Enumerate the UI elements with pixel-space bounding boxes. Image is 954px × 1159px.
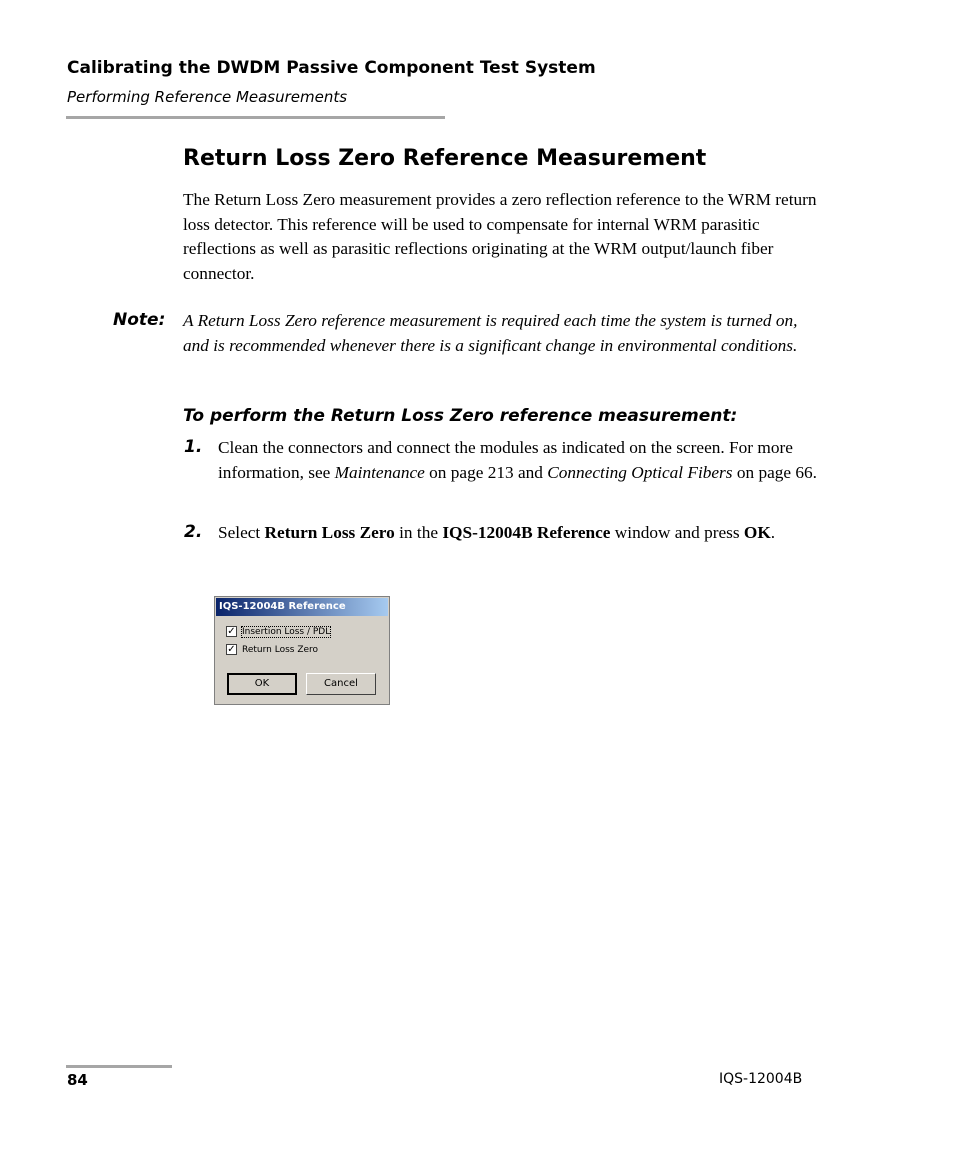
step-1-text-part: on page 213 and bbox=[424, 462, 548, 482]
cancel-button[interactable]: Cancel bbox=[306, 673, 376, 695]
insertion-loss-label: Insertion Loss / PDL bbox=[242, 626, 331, 637]
intro-paragraph: The Return Loss Zero measurement provides a zero reflection reference to the WRM return loss detector. This reference will be used to compensate for internal WRM parasitic reflections as well as parasitic reflections originating at the WRM output/launch fiber connector. bbox=[183, 190, 817, 283]
page-heading: Return Loss Zero Reference Measurement bbox=[183, 146, 707, 171]
ok-button[interactable]: OK bbox=[227, 673, 297, 695]
step-2-text-part: Select bbox=[218, 523, 265, 542]
page-number: 84 bbox=[67, 1071, 88, 1089]
step-2-emphasis: Return Loss Zero bbox=[264, 523, 395, 542]
step-1-text bbox=[218, 436, 818, 485]
connecting-fibers-reference[interactable]: Connecting Optical Fibers bbox=[547, 462, 733, 482]
maintenance-reference[interactable]: Maintenance bbox=[334, 462, 425, 482]
step-2-emphasis: IQS-12004B Reference bbox=[442, 523, 611, 542]
footer-divider bbox=[66, 1065, 172, 1068]
section-title: Performing Reference Measurements bbox=[67, 88, 348, 106]
note-label: Note: bbox=[113, 310, 166, 330]
insertion-loss-checkbox[interactable]: ✓ bbox=[227, 626, 236, 637]
product-name: IQS-12004B bbox=[719, 1071, 803, 1087]
step-1-text-part: Clean the connectors and connect the modules as indicated on the screen. For more information, see bbox=[218, 438, 793, 482]
step-1-text-part: on page 66. bbox=[732, 462, 817, 482]
step-2-emphasis: OK bbox=[743, 523, 771, 542]
step-2-text-part: . bbox=[770, 523, 776, 542]
step-2-number: 2. bbox=[184, 522, 203, 542]
insertion-loss-option[interactable] bbox=[226, 625, 330, 638]
note-text: A Return Loss Zero reference measurement is required each time the system is turned on, and is recommended whenever there is a significant change in environmental conditions. bbox=[183, 311, 798, 355]
dialog-title: IQS-12004B Reference bbox=[216, 598, 388, 616]
step-2-text bbox=[218, 521, 818, 546]
chapter-title: Calibrating the DWDM Passive Component Test System bbox=[67, 58, 596, 78]
procedure-title: To perform the Return Loss Zero reference measurement: bbox=[183, 406, 738, 426]
step-2-text-part: window and press bbox=[610, 523, 744, 542]
return-loss-zero-label: Return Loss Zero bbox=[242, 644, 319, 655]
step-1-number: 1. bbox=[184, 437, 203, 457]
header-divider bbox=[66, 116, 445, 119]
step-2-text-part: in the bbox=[394, 523, 443, 542]
return-loss-zero-option[interactable] bbox=[226, 643, 318, 656]
return-loss-zero-checkbox[interactable]: ✓ bbox=[227, 644, 236, 655]
reference-dialog bbox=[214, 596, 390, 705]
